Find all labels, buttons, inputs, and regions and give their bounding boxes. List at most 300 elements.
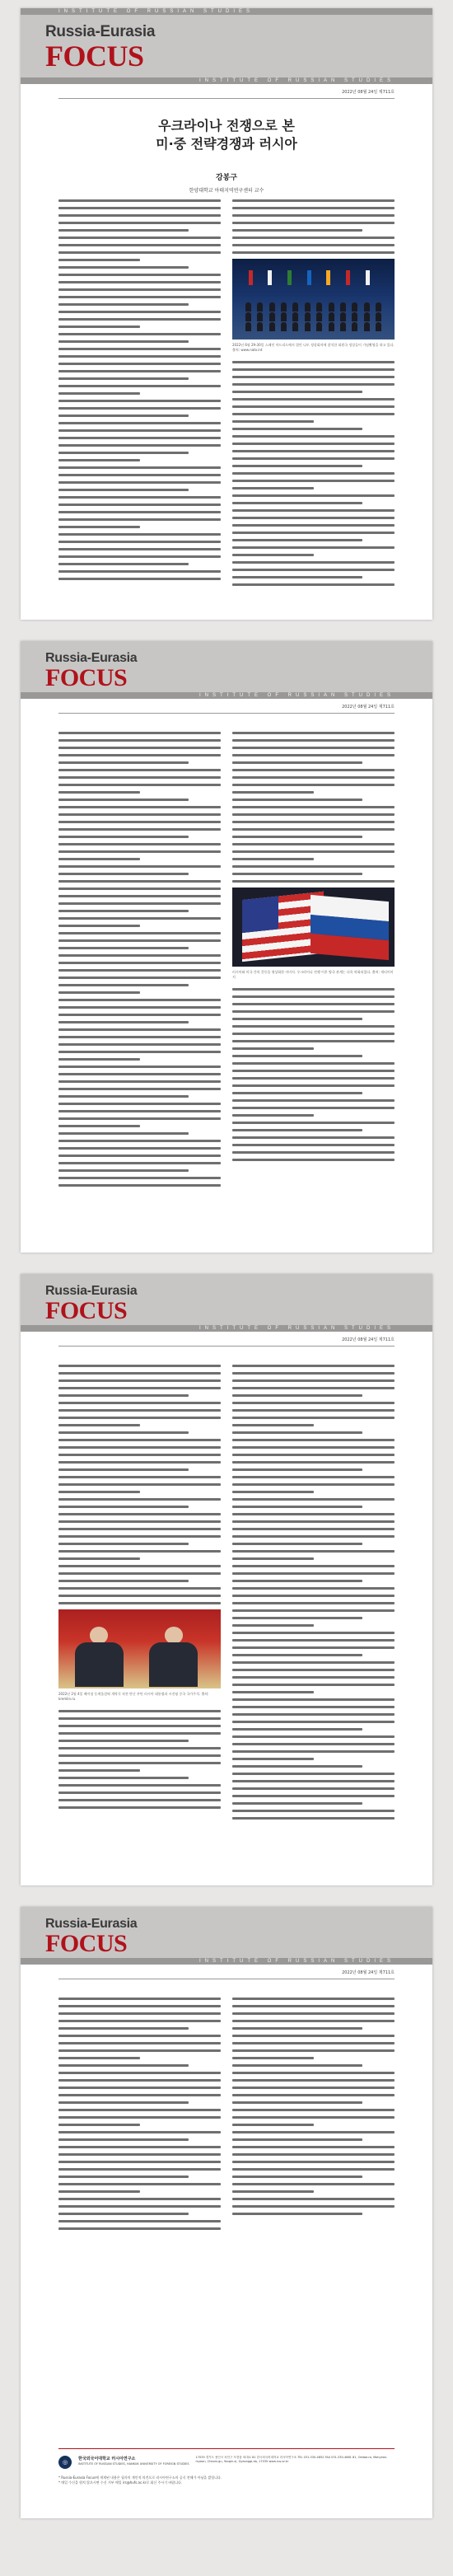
- text-line: [58, 1417, 221, 1419]
- text-line: [232, 2057, 314, 2059]
- text-line: [58, 791, 140, 794]
- text-line: [232, 1758, 314, 1760]
- text-line: [58, 259, 140, 261]
- text-line: [58, 873, 189, 875]
- text-line: [232, 1654, 362, 1656]
- text-line: [58, 1132, 189, 1135]
- brand-line1: Russia-Eurasia: [45, 1284, 138, 1298]
- text-line: [232, 229, 362, 232]
- text-line: [58, 444, 221, 447]
- masthead-bottom-strip: INSTITUTE OF RUSSIAN STUDIES: [198, 1959, 395, 1964]
- text-line: [58, 1365, 221, 1367]
- text-line: [232, 561, 395, 564]
- text-line: [58, 1147, 221, 1150]
- text-line: [58, 843, 221, 845]
- text-line: [58, 2227, 221, 2230]
- masthead-brand: [45, 651, 137, 691]
- text-line: [232, 383, 395, 386]
- divider: [58, 1346, 395, 1347]
- author-block: [21, 171, 432, 194]
- text-line: [232, 405, 395, 408]
- text-line: [58, 237, 221, 239]
- text-line: [58, 1791, 221, 1794]
- text-line: [232, 1572, 395, 1575]
- text-line: [58, 1602, 221, 1604]
- unsubscribe-note: * 매일 수신을 원치 않으시면 수신 거부 메일 irs@hufs.ac.kr로 회신 주시기 바랍니다.: [58, 2480, 183, 2485]
- body-text-block: [58, 1710, 221, 1814]
- text-line: [58, 1572, 221, 1575]
- text-line: [232, 1387, 395, 1389]
- text-line: [58, 776, 221, 779]
- text-line: [232, 435, 395, 438]
- brand-line2: FOCUS: [45, 1930, 128, 1957]
- text-line: [58, 1162, 221, 1164]
- text-line: [58, 1058, 140, 1061]
- text-line: [232, 739, 395, 742]
- masthead-bottom-strip: INSTITUTE OF RUSSIAN STUDIES: [198, 1326, 395, 1331]
- photo-caption: 러시아와 미국 간의 갈등을 형상화한 이미지. 우크라이나 전쟁 이후 양국 관계는 더욱 악화되었다. 출처: 게티이미지: [232, 970, 394, 979]
- text-line: [58, 1155, 221, 1157]
- text-line: [232, 244, 395, 246]
- text-line: [232, 880, 395, 883]
- text-line: [232, 2101, 362, 2104]
- body-text-block: [232, 988, 395, 1166]
- text-line: [232, 2198, 395, 2200]
- text-line: [58, 1580, 189, 1582]
- issue-number: 2022년 08월 24일 제711호: [342, 1970, 395, 1975]
- column-left: [58, 1998, 221, 2235]
- text-line: [58, 1006, 221, 1009]
- text-line: [58, 459, 140, 461]
- text-line: [232, 1587, 395, 1590]
- text-line: [232, 509, 395, 512]
- text-line: [232, 2146, 395, 2148]
- text-line: [232, 776, 395, 779]
- text-line: [232, 1365, 395, 1367]
- author-affiliation: 한양대학교 아태지역연구센터 교수: [189, 188, 264, 194]
- text-line: [58, 1483, 221, 1486]
- text-line: [58, 251, 221, 254]
- body-text-block: [232, 199, 395, 259]
- text-line: [232, 1639, 395, 1642]
- text-line: [58, 1043, 221, 1046]
- text-line: [58, 2183, 221, 2185]
- text-line: [58, 991, 140, 994]
- text-line: [58, 865, 221, 868]
- text-line: [58, 2012, 221, 2015]
- text-line: [58, 1051, 221, 1053]
- body-columns: [58, 732, 395, 1192]
- text-line: [58, 984, 189, 986]
- page-footer: [58, 2448, 395, 2485]
- text-line: [58, 333, 221, 335]
- text-line: [232, 1047, 314, 1050]
- text-line: [232, 1122, 395, 1124]
- text-line: [58, 2049, 221, 2052]
- text-line: [58, 917, 221, 920]
- text-line: [232, 361, 395, 363]
- text-line: [58, 1732, 221, 1735]
- masthead-banner: [21, 1274, 432, 1332]
- text-line: [58, 969, 221, 972]
- text-line: [232, 1498, 395, 1501]
- photo-caption: 2022년 2월 4일 베이징 동계올림픽 개막식 직전 만난 푸틴 러시아 대통령과 시진핑 중국 국가주석. 출처: kremlin.ru: [58, 1692, 209, 1701]
- text-line: [58, 2094, 221, 2096]
- text-line: [232, 524, 395, 527]
- text-line: [58, 2176, 189, 2178]
- text-line: [232, 1676, 395, 1679]
- text-line: [232, 480, 395, 482]
- text-line: [232, 988, 395, 991]
- text-line: [58, 385, 221, 387]
- text-line: [232, 1595, 395, 1597]
- text-line: [58, 1784, 221, 1787]
- text-line: [232, 2012, 395, 2015]
- text-line: [232, 2072, 395, 2074]
- text-line: [58, 1379, 221, 1382]
- text-line: [232, 1810, 395, 1812]
- text-line: [58, 1125, 140, 1127]
- text-line: [58, 747, 221, 749]
- text-line: [58, 1424, 140, 1426]
- text-line: [58, 318, 221, 321]
- text-line: [232, 1543, 362, 1545]
- text-line: [232, 532, 395, 534]
- text-line: [232, 1491, 314, 1493]
- text-line: [232, 1528, 395, 1530]
- leader-figure: [75, 1627, 124, 1688]
- text-line: [58, 1506, 189, 1508]
- title-line1: 우크라이나 전쟁으로 본: [158, 118, 295, 133]
- text-line: [58, 1110, 221, 1112]
- text-line: [58, 1777, 189, 1779]
- text-line: [58, 1806, 221, 1809]
- text-line: [232, 237, 395, 239]
- text-line: [58, 1769, 140, 1772]
- masthead-brand: [45, 1917, 137, 1956]
- text-line: [232, 1646, 395, 1649]
- text-line: [232, 539, 362, 541]
- body-text-block: [232, 732, 395, 888]
- text-line: [58, 222, 221, 224]
- text-line: [58, 207, 221, 209]
- brand-line1: Russia-Eurasia: [45, 23, 156, 40]
- text-line: [232, 754, 395, 756]
- text-line: [58, 732, 221, 734]
- text-line: [58, 1740, 189, 1742]
- text-line: [232, 1136, 395, 1139]
- text-line: [58, 199, 221, 202]
- text-line: [58, 2220, 221, 2222]
- text-line: [58, 836, 189, 838]
- text-line: [232, 1669, 395, 1671]
- text-line: [58, 548, 221, 550]
- text-line: [232, 1476, 395, 1478]
- text-line: [232, 1661, 395, 1664]
- text-line: [58, 977, 221, 979]
- text-line: [232, 1431, 362, 1434]
- text-line: [232, 1565, 395, 1567]
- text-line: [58, 2198, 221, 2200]
- text-line: [58, 2020, 221, 2022]
- text-line: [58, 2087, 221, 2089]
- text-line: [232, 2020, 395, 2022]
- us-russia-flags-photo: [232, 888, 395, 967]
- text-line: [58, 303, 189, 306]
- text-line: [58, 947, 189, 949]
- text-line: [58, 1036, 221, 1038]
- text-line: [232, 1743, 395, 1745]
- text-line: [58, 850, 221, 853]
- text-line: [232, 2005, 395, 2007]
- text-line: [58, 1066, 221, 1068]
- text-line: [58, 518, 221, 521]
- page-2: [21, 641, 432, 1253]
- text-line: [58, 1103, 221, 1105]
- text-line: [232, 1721, 395, 1723]
- text-line: [232, 546, 395, 549]
- text-line: [58, 1520, 221, 1523]
- text-line: [232, 1483, 395, 1486]
- text-line: [232, 2124, 314, 2126]
- text-line: [58, 1498, 221, 1501]
- text-line: [58, 1762, 221, 1764]
- text-line: [58, 533, 221, 536]
- text-line: [58, 962, 221, 964]
- text-line: [232, 1062, 395, 1065]
- text-line: [58, 2064, 189, 2067]
- text-line: [232, 2094, 395, 2096]
- text-line: [232, 494, 395, 497]
- text-line: [58, 214, 221, 217]
- text-line: [232, 1439, 395, 1441]
- text-line: [232, 1632, 395, 1634]
- divider: [58, 713, 395, 714]
- text-line: [58, 821, 221, 823]
- text-line: [232, 1025, 395, 1028]
- text-line: [58, 1998, 221, 2000]
- text-line: [58, 2109, 221, 2111]
- text-line: [58, 370, 221, 372]
- text-line: [58, 466, 221, 469]
- text-line: [232, 1070, 395, 1072]
- text-line: [232, 420, 314, 423]
- page-1: [21, 8, 432, 620]
- text-line: [232, 1998, 395, 2000]
- issue-number: 2022년 08월 24일 제711호: [342, 1337, 395, 1342]
- text-line: [232, 1580, 362, 1582]
- text-line: [58, 377, 189, 380]
- text-line: [232, 2176, 362, 2178]
- text-line: [58, 954, 221, 957]
- text-line: [232, 1084, 395, 1087]
- text-line: [232, 1513, 395, 1515]
- text-line: [58, 1402, 221, 1404]
- text-line: [232, 1728, 362, 1731]
- text-line: [58, 363, 221, 365]
- text-line: [232, 850, 395, 853]
- text-line: [232, 821, 395, 823]
- text-line: [232, 2027, 362, 2030]
- text-line: [232, 1713, 395, 1716]
- text-line: [58, 1754, 221, 1757]
- text-line: [232, 1795, 395, 1797]
- text-line: [58, 474, 221, 476]
- text-line: [58, 526, 140, 528]
- text-line: [232, 517, 395, 519]
- text-line: [232, 1706, 395, 1708]
- text-line: [58, 2072, 221, 2074]
- text-line: [58, 281, 221, 283]
- text-line: [232, 1092, 362, 1094]
- footer-divider: [58, 2448, 395, 2449]
- text-line: [58, 902, 221, 905]
- text-line: [232, 1144, 395, 1146]
- body-text-block: [232, 361, 395, 591]
- text-line: [232, 1033, 395, 1035]
- text-line: [232, 1765, 362, 1768]
- text-line: [232, 2042, 395, 2044]
- text-line: [232, 465, 362, 467]
- column-right: [232, 1998, 395, 2235]
- brand-line1: Russia-Eurasia: [45, 1917, 138, 1931]
- text-line: [58, 1177, 221, 1179]
- text-line: [232, 1114, 314, 1117]
- footer-notes: [58, 2475, 395, 2485]
- text-line: [58, 932, 221, 934]
- text-line: [232, 2153, 395, 2156]
- text-line: [58, 1184, 221, 1187]
- text-line: [58, 489, 189, 491]
- issue-number: 2022년 08월 24일 제711호: [342, 705, 395, 710]
- text-line: [58, 1014, 221, 1016]
- text-line: [58, 1543, 189, 1545]
- text-line: [58, 503, 221, 506]
- text-line: [232, 1402, 395, 1404]
- page-4: [21, 1907, 432, 2518]
- text-line: [58, 1088, 221, 1090]
- putin-xi-meeting-photo: [58, 1609, 221, 1688]
- page-3: [21, 1274, 432, 1885]
- text-line: [58, 2124, 140, 2126]
- text-line: [58, 229, 189, 232]
- text-line: [232, 843, 395, 845]
- brand-line1: Russia-Eurasia: [45, 651, 138, 665]
- text-line: [232, 1010, 395, 1013]
- text-line: [232, 828, 395, 831]
- text-line: [58, 1140, 221, 1142]
- text-line: [232, 2138, 362, 2141]
- text-line: [58, 392, 140, 395]
- brand-line2: FOCUS: [45, 664, 128, 691]
- text-line: [232, 1735, 395, 1738]
- text-line: [58, 910, 189, 912]
- text-line: [232, 450, 395, 452]
- text-line: [232, 995, 395, 998]
- author-name: 강봉구: [215, 174, 238, 182]
- text-line: [232, 2213, 362, 2215]
- text-line: [232, 2064, 362, 2067]
- text-line: [58, 348, 221, 350]
- text-line: [232, 732, 395, 734]
- text-line: [232, 1817, 395, 1820]
- text-line: [232, 2035, 395, 2037]
- text-line: [232, 1379, 395, 1382]
- text-line: [58, 296, 221, 298]
- text-line: [58, 2205, 221, 2208]
- text-line: [232, 199, 395, 202]
- divider: [58, 98, 395, 99]
- text-line: [58, 1565, 221, 1567]
- text-line: [232, 1802, 362, 1805]
- text-line: [58, 999, 221, 1001]
- text-line: [232, 2079, 395, 2082]
- column-right: [232, 1365, 395, 1824]
- text-line: [58, 422, 221, 424]
- text-line: [58, 1725, 221, 1727]
- text-line: [232, 2049, 395, 2052]
- text-line: [58, 939, 221, 942]
- text-line: [58, 1491, 140, 1493]
- text-line: [232, 2190, 314, 2193]
- text-line: [232, 1520, 395, 1523]
- text-line: [232, 368, 395, 371]
- institute-name: 한국외국어대학교 러시아연구소: [78, 2457, 136, 2461]
- text-line: [58, 1028, 221, 1031]
- text-line: [58, 2131, 221, 2133]
- text-line: [58, 2079, 221, 2082]
- text-line: [58, 784, 221, 786]
- text-line: [232, 1624, 314, 1627]
- text-line: [232, 1454, 395, 1456]
- text-line: [232, 1609, 395, 1612]
- body-columns: [58, 199, 395, 591]
- text-line: [232, 1055, 362, 1057]
- body-text-block: [232, 1365, 395, 1824]
- institute-address: 17035 경기도 용인시 처인구 모현읍 외대로 81 한국외국어대학교 러시아연구소 TEL 031-330-4852 FAX 031-330-4661 81, Oedae-ro, Mohyeon-myeon, Cheoin-gu, Yongin-si, Gyeonggi-do, 17035 www.rus.or.kr: [195, 2456, 388, 2463]
- masthead-bottom-strip: INSTITUTE OF RUSSIAN STUDIES: [198, 693, 395, 698]
- text-line: [232, 502, 362, 504]
- masthead-banner: [21, 8, 432, 84]
- text-line: [232, 769, 395, 771]
- text-line: [58, 355, 221, 358]
- text-line: [58, 496, 221, 499]
- text-line: [232, 1787, 395, 1790]
- text-line: [58, 415, 189, 417]
- text-line: [232, 1417, 395, 1419]
- text-line: [58, 429, 221, 432]
- text-line: [58, 739, 221, 742]
- body-text-block: [58, 199, 221, 585]
- text-line: [58, 806, 221, 808]
- text-line: [232, 791, 314, 794]
- text-line: [232, 1394, 362, 1397]
- text-line: [58, 511, 221, 513]
- text-line: [232, 2087, 395, 2089]
- text-line: [58, 1799, 221, 1801]
- text-line: [58, 266, 189, 269]
- column-left: [58, 199, 221, 591]
- text-line: [58, 437, 221, 439]
- masthead-banner: [21, 1907, 432, 1965]
- text-line: [232, 554, 314, 556]
- title-line2: 미·중 전략경쟁과 러시아: [156, 136, 297, 152]
- text-line: [232, 569, 395, 571]
- text-line: [232, 576, 362, 578]
- text-line: [58, 799, 189, 801]
- text-line: [232, 1107, 395, 1109]
- text-line: [232, 1780, 395, 1782]
